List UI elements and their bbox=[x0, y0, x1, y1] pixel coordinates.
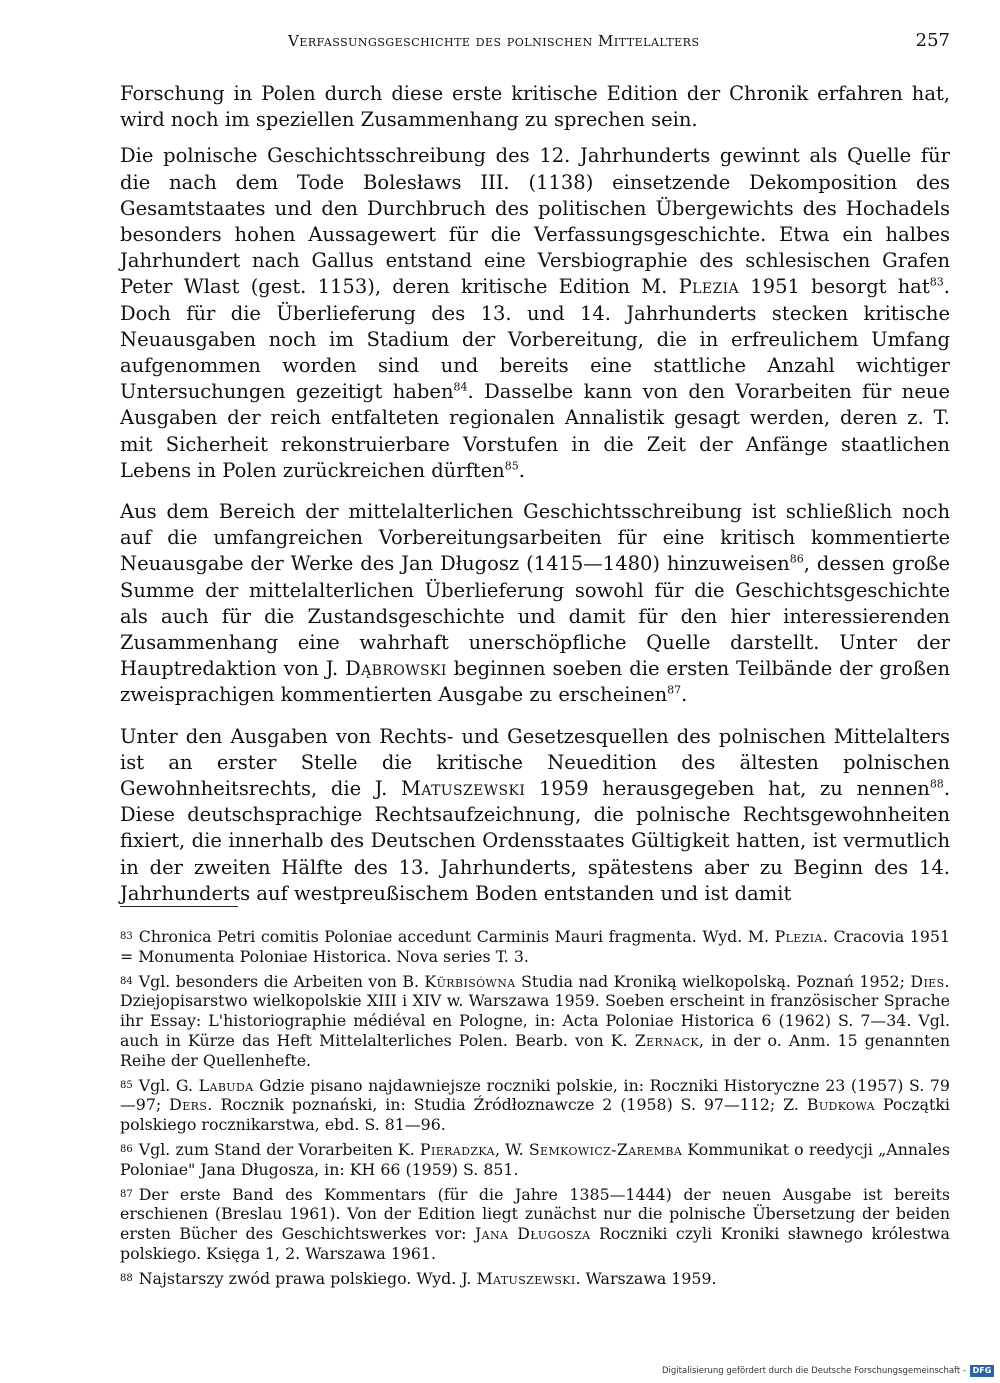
footnote-84 bbox=[120, 972, 950, 1071]
footnote-ref-87[interactable]: 87 bbox=[667, 683, 682, 697]
footnote-88 bbox=[120, 1269, 950, 1289]
footnote-84-author-3: Zernack bbox=[634, 1030, 700, 1050]
footnote-86-text-a: Vgl. zum Stand der Vorarbeiten K. bbox=[138, 1139, 415, 1159]
paragraph-4 bbox=[120, 724, 950, 907]
footnote-87-text-a: Der erste Band des Kommentars (für die Jahre 1385—1444) der neuen Ausgabe ist bereits erschienen (Breslau 1961). Von der Edition liegt zunächst nur die polnische Übersetzung der beiden ersten Bücher des Geschichtswerkes vor: bbox=[120, 1184, 950, 1244]
paragraph-2-text-d: . Dasselbe kann von den Vorarbeiten für neue Ausgaben der reich entfalteten regionalen Annalistik gesagt werden, deren z. T. mit Sicherheit rekonstruierbare Vorstufen in die Zeit der Anfänge staatlichen Lebens in Polen zurückreichen dürften bbox=[120, 380, 950, 482]
footnote-86-text-b: , W. bbox=[494, 1139, 524, 1159]
footnote-85 bbox=[120, 1076, 950, 1135]
footnote-85-text-d: Początki polskiego rocznikarstwa, ebd. S. 81—96. bbox=[120, 1095, 950, 1135]
footnote-86 bbox=[120, 1140, 950, 1180]
footnote-86-author-2: Semkowicz-Zaremba bbox=[528, 1139, 683, 1159]
footnotes bbox=[120, 927, 950, 1294]
footnote-86-text-c: Kommunikat o reedycji „Annales Poloniae" Jana Długosza, in: KH 66 (1959) S. 851. bbox=[120, 1139, 950, 1179]
footnote-85-text-a: Vgl. G. bbox=[138, 1075, 193, 1095]
footnote-87 bbox=[120, 1185, 950, 1264]
footnote-ref-84[interactable]: 84 bbox=[453, 380, 468, 394]
footnote-84-text-c: Dziejopisarstwo wielkopolskie XIII i XIV w. Warszawa 1959. Soeben erscheint in französischer Sprache ihr Essay: L'historiographie médiéval en Pologne, in: Acta Poloniae Historica 6 (1962) S. 7—34. Vgl. auch in Kürze das Heft Mittelalterliches Polen. Bearb. von K. bbox=[120, 991, 950, 1050]
paragraph-3 bbox=[120, 499, 950, 709]
footnote-85-author-3: Budkowa bbox=[806, 1095, 875, 1115]
footnote-number: 85 bbox=[120, 1079, 133, 1091]
main-text bbox=[120, 81, 950, 907]
footnote-ref-88[interactable]: 88 bbox=[929, 777, 944, 791]
author-name-dabrowski: Dąbrowski bbox=[345, 657, 447, 681]
footnote-83 bbox=[120, 927, 950, 967]
running-head: Verfassungsgeschichte des polnischen Mittelalters bbox=[288, 32, 700, 50]
footnote-number: 87 bbox=[120, 1188, 133, 1200]
footnote-ref-86[interactable]: 86 bbox=[789, 552, 804, 566]
footnote-85-author-2: Ders. bbox=[169, 1095, 213, 1115]
digitization-credit bbox=[662, 1365, 994, 1377]
footnote-83-author: Plezia bbox=[774, 927, 823, 946]
footnote-87-author: Jana Długosza bbox=[474, 1224, 591, 1244]
paragraph-3-text-c: beginnen soeben die ersten Teilbände der großen zweisprachigen kommentierten Ausgabe zu erscheinen bbox=[120, 657, 951, 707]
footnote-85-author-1: Labuda bbox=[198, 1075, 254, 1095]
paragraph-4-text-b: 1959 herausgegeben hat, zu nennen bbox=[538, 777, 930, 801]
paragraph-3-text-b: , dessen große Summe der mittelalterlichen Überlieferung sowohl für die Geschichtsgeschichte als auch für die Zustandsgeschichte und damit für den hier interessierenden Zusammenhang eine wahrhaft unerschöpfliche Quelle darstellt. Unter der Hauptredaktion von J. bbox=[120, 552, 951, 681]
footnote-84-text-b: Studia nad Kroniką wielkopolską. Poznań 1952; bbox=[521, 971, 905, 991]
paragraph-2-text-e: . bbox=[518, 458, 525, 482]
author-name-matuszewski: Matuszewski bbox=[400, 777, 526, 801]
footnote-88-text-a: Najstarszy zwód prawa polskiego. Wyd. J. bbox=[138, 1268, 472, 1288]
paragraph-2-text-b: 1951 besorgt hat bbox=[750, 275, 930, 299]
dfg-logo: DFG bbox=[970, 1365, 994, 1377]
footnote-number: 86 bbox=[120, 1143, 133, 1155]
paragraph-2-text-c: . Doch für die Überlieferung des 13. und 14. Jahrhunderts stecken kritische Neuausgaben noch im Stadium der Vorbereitung, die in erfreulichem Umfang aufgenommen worden sind und bereits eine stattliche Anzahl wichtiger Untersuchungen gezeitigt haben bbox=[120, 275, 950, 404]
paragraph-2-text-a: Die polnische Geschichtsschreibung des 12. Jahrhunderts gewinnt als Quelle für die nach dem Tode Bolesławs III. (1138) einsetzende Dekomposition des Gesamtstaates und den Durchbruch des politischen Übergewichts des Hochadels besonders hohen Aussagewert für die Verfassungsgeschichte. Etwa ein halbes Jahrhundert nach Gallus entstand eine Versbiographie des schlesischen Grafen Peter Wlast (gest. 1153), deren kritische Edition M. bbox=[120, 144, 950, 299]
footnote-84-text-a: Vgl. besonders die Arbeiten von B. bbox=[138, 971, 419, 991]
footnote-84-text-d: , in der o. Anm. 15 genannten Reihe der Quellenhefte. bbox=[120, 1030, 950, 1070]
paragraph-3-text-d: . bbox=[681, 683, 688, 707]
footnote-88-text-b: . Warszawa 1959. bbox=[575, 1268, 717, 1288]
footnote-ref-83[interactable]: 83 bbox=[929, 275, 944, 289]
page-number: 257 bbox=[915, 30, 950, 51]
footnote-84-author-2: Dies. bbox=[910, 971, 950, 991]
footnote-number: 84 bbox=[120, 975, 133, 987]
footnote-84-author-1: Kürbisówna bbox=[424, 971, 516, 991]
paragraph-4-text-a: Unter den Ausgaben von Rechts- und Gesetzesquellen des polnischen Mittelalters ist an erster Stelle die kritische Neuedition des ältesten polnischen Gewohnheitsrechts, die J. bbox=[120, 724, 950, 801]
footnote-83-text-b: . Cracovia 1951 = Monumenta Poloniae Historica. Nova series T. 3. bbox=[120, 927, 950, 966]
footnote-ref-85[interactable]: 85 bbox=[504, 459, 519, 473]
footnote-83-text-a: Chronica Petri comitis Poloniae accedunt Carminis Mauri fragmenta. Wyd. M. bbox=[138, 927, 770, 946]
paragraph-1-text: Forschung in Polen durch diese erste kritische Edition der Chronik erfahren hat, wird noch im speziellen Zusammenhang zu sprechen sein. bbox=[120, 82, 950, 132]
footnote-85-text-c: Rocznik poznański, in: Studia Źródłoznawcze 2 (1958) S. 97—112; Z. bbox=[220, 1095, 799, 1115]
footnote-number: 88 bbox=[120, 1272, 133, 1284]
footnote-85-text-b: Gdzie pisano najdawniejsze roczniki polskie, in: Roczniki Historyczne 23 (1957) S. 79—97; bbox=[120, 1075, 950, 1115]
digitization-credit-text: Digitalisierung gefördert durch die Deutsche Forschungsgemeinschaft - bbox=[662, 1366, 966, 1376]
footnote-number: 83 bbox=[120, 931, 133, 942]
footnote-divider bbox=[120, 906, 238, 907]
paragraph-1 bbox=[120, 81, 950, 133]
paragraph-3-text-a: Aus dem Bereich der mittelalterlichen Geschichtsschreibung ist schließlich noch auf die umfangreichen Vorbereitungsarbeiten für eine kritisch kommentierte Neuausgabe der Werke des Jan Długosz (1415—1480) hinzuweisen bbox=[120, 500, 950, 576]
footnote-87-text-b: Roczniki czyli Kroniki sławnego królestwa polskiego. Księga 1, 2. Warszawa 1961. bbox=[120, 1224, 950, 1263]
paragraph-2 bbox=[120, 143, 950, 484]
author-name-plezia: Plezia bbox=[678, 275, 740, 299]
footnote-88-author: Matuszewski bbox=[476, 1268, 576, 1288]
paragraph-4-text-c: . Diese deutschsprachige Rechtsaufzeichnung, die polnische Rechtsgewohnheiten fixiert, die innerhalb des Deutschen Ordensstaates Gültigkeit hatten, ist vermutlich in der zweiten Hälfte des 13. Jahrhunderts, spätestens aber zu Beginn des 14. Jahrhunderts auf westpreußischem Boden entstanden und ist damit bbox=[120, 777, 951, 905]
footnote-86-author-1: Pieradzka bbox=[419, 1139, 495, 1159]
page-header bbox=[120, 30, 950, 58]
